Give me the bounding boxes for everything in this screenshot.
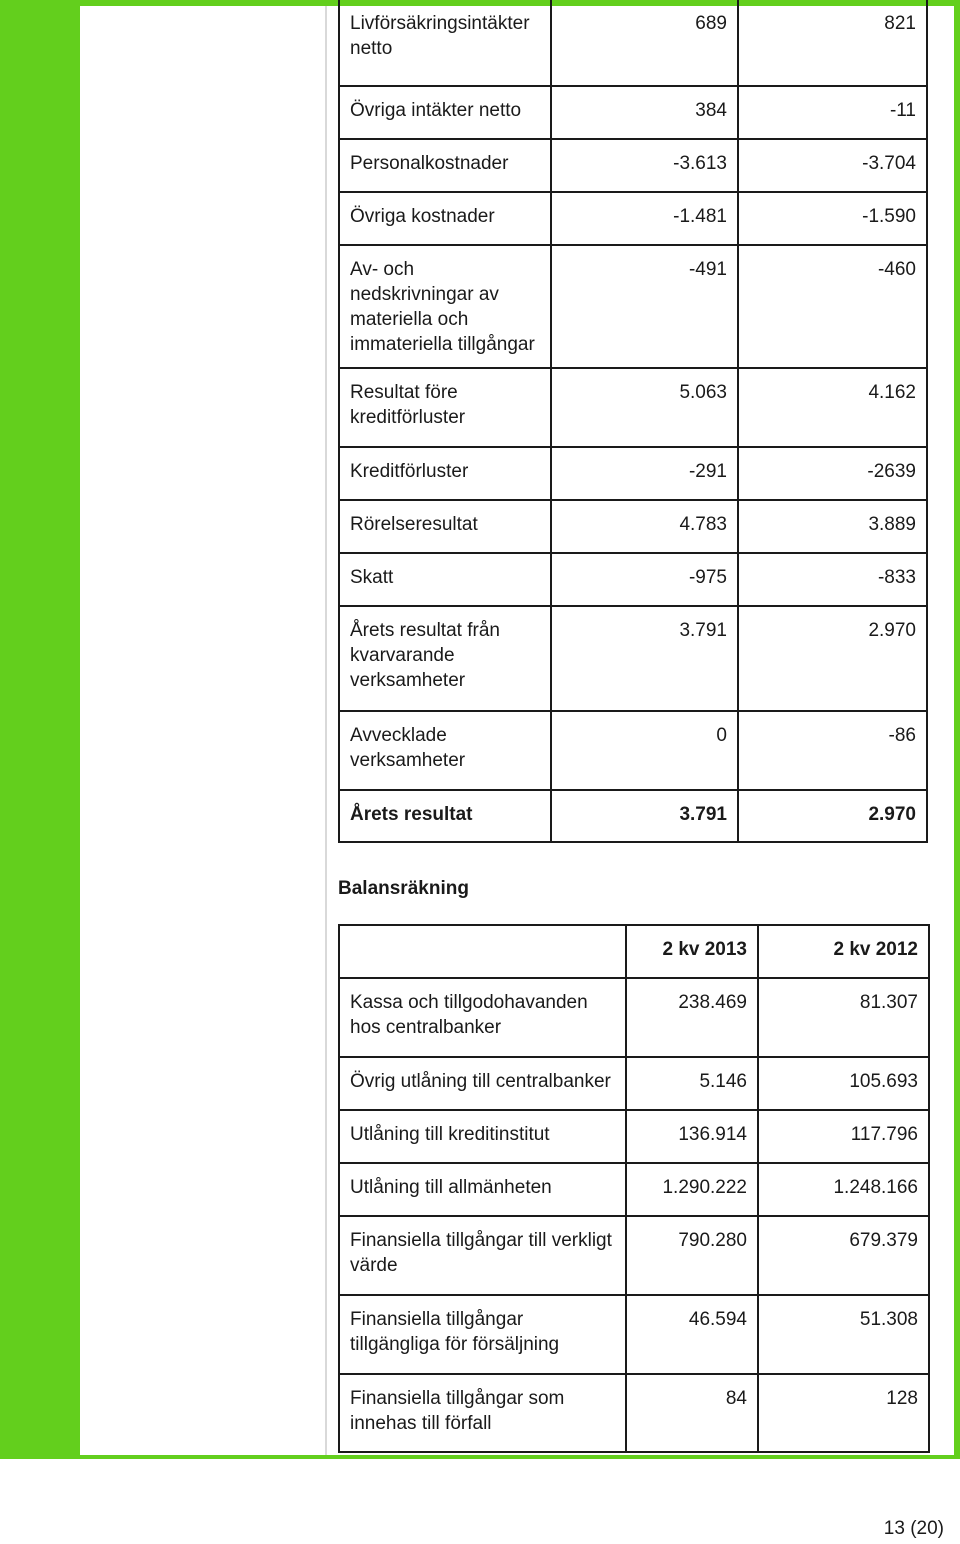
table-row [339, 1295, 929, 1374]
column-divider [325, 6, 327, 1455]
column-header [339, 925, 626, 978]
value-current: 790.280 [626, 1216, 758, 1295]
value-previous: 4.162 [738, 368, 927, 447]
value-current: 1.290.222 [626, 1163, 758, 1216]
row-label: Utlåning till kreditinstitut [339, 1110, 626, 1163]
table-row [339, 0, 927, 86]
value-previous: 679.379 [758, 1216, 929, 1295]
value-previous: -86 [738, 711, 927, 790]
total-row [339, 790, 927, 842]
value-current: -975 [551, 553, 738, 606]
row-label: Finansiella tillgångar tillgängliga för försäljning [339, 1295, 626, 1374]
row-label: Övriga kostnader [339, 192, 551, 245]
income-statement-table [338, 0, 928, 843]
table-row [339, 1163, 929, 1216]
value-current: 384 [551, 86, 738, 139]
value-current: 46.594 [626, 1295, 758, 1374]
value-previous: -833 [738, 553, 927, 606]
value-previous: 105.693 [758, 1057, 929, 1110]
value-previous: 81.307 [758, 978, 929, 1057]
value-current: -1.481 [551, 192, 738, 245]
value-previous: 117.796 [758, 1110, 929, 1163]
table-row [339, 86, 927, 139]
row-label: Livförsäkringsintäkter netto [339, 0, 551, 86]
table-row [339, 1374, 929, 1452]
value-current: 238.469 [626, 978, 758, 1057]
value-current: 689 [551, 0, 738, 86]
value-current: 0 [551, 711, 738, 790]
row-label: Av- och nedskrivningar av materiella och immateriella tillgångar [339, 245, 551, 368]
value-current: 5.063 [551, 368, 738, 447]
balance-sheet-table [338, 924, 930, 1453]
table-row [339, 500, 927, 553]
column-header: 2 kv 2012 [758, 925, 929, 978]
table-row [339, 711, 927, 790]
row-label: Finansiella tillgångar till verkligt värde [339, 1216, 626, 1295]
value-previous: 3.889 [738, 500, 927, 553]
table-row [339, 245, 927, 368]
row-label: Skatt [339, 553, 551, 606]
table-row [339, 368, 927, 447]
value-previous: -1.590 [738, 192, 927, 245]
table-row [339, 978, 929, 1057]
value-current: 5.146 [626, 1057, 758, 1110]
row-label: Rörelseresultat [339, 500, 551, 553]
row-label: Övriga intäkter netto [339, 86, 551, 139]
row-label: Årets resultat [339, 790, 551, 842]
value-previous: 128 [758, 1374, 929, 1452]
value-current: 3.791 [551, 790, 738, 842]
value-previous: -2639 [738, 447, 927, 500]
table-row [339, 1216, 929, 1295]
row-label: Kreditförluster [339, 447, 551, 500]
table-header-row [339, 925, 929, 978]
value-previous: 51.308 [758, 1295, 929, 1374]
value-current: -291 [551, 447, 738, 500]
value-current: 84 [626, 1374, 758, 1452]
value-current: -491 [551, 245, 738, 368]
row-label: Avvecklade verksamheter [339, 711, 551, 790]
value-current: 3.791 [551, 606, 738, 711]
row-label: Årets resultat från kvarvarande verksamheter [339, 606, 551, 711]
table-row [339, 447, 927, 500]
row-label: Kassa och tillgodohavanden hos centralbanker [339, 978, 626, 1057]
value-current: 4.783 [551, 500, 738, 553]
value-previous: -3.704 [738, 139, 927, 192]
table-row [339, 192, 927, 245]
value-current: -3.613 [551, 139, 738, 192]
value-previous: 1.248.166 [758, 1163, 929, 1216]
value-previous: 2.970 [738, 790, 927, 842]
table-row [339, 606, 927, 711]
value-previous: 821 [738, 0, 927, 86]
page-number: 13 (20) [883, 1518, 944, 1539]
row-label: Övrig utlåning till centralbanker [339, 1057, 626, 1110]
row-label: Resultat före kreditförluster [339, 368, 551, 447]
table-row [339, 139, 927, 192]
table-row [339, 1057, 929, 1110]
table-row [339, 1110, 929, 1163]
column-header: 2 kv 2013 [626, 925, 758, 978]
value-previous: -460 [738, 245, 927, 368]
value-previous: -11 [738, 86, 927, 139]
section-heading: Balansräkning [338, 878, 469, 899]
row-label: Finansiella tillgångar som innehas till förfall [339, 1374, 626, 1452]
value-previous: 2.970 [738, 606, 927, 711]
row-label: Utlåning till allmänheten [339, 1163, 626, 1216]
table-row [339, 553, 927, 606]
value-current: 136.914 [626, 1110, 758, 1163]
row-label: Personalkostnader [339, 139, 551, 192]
